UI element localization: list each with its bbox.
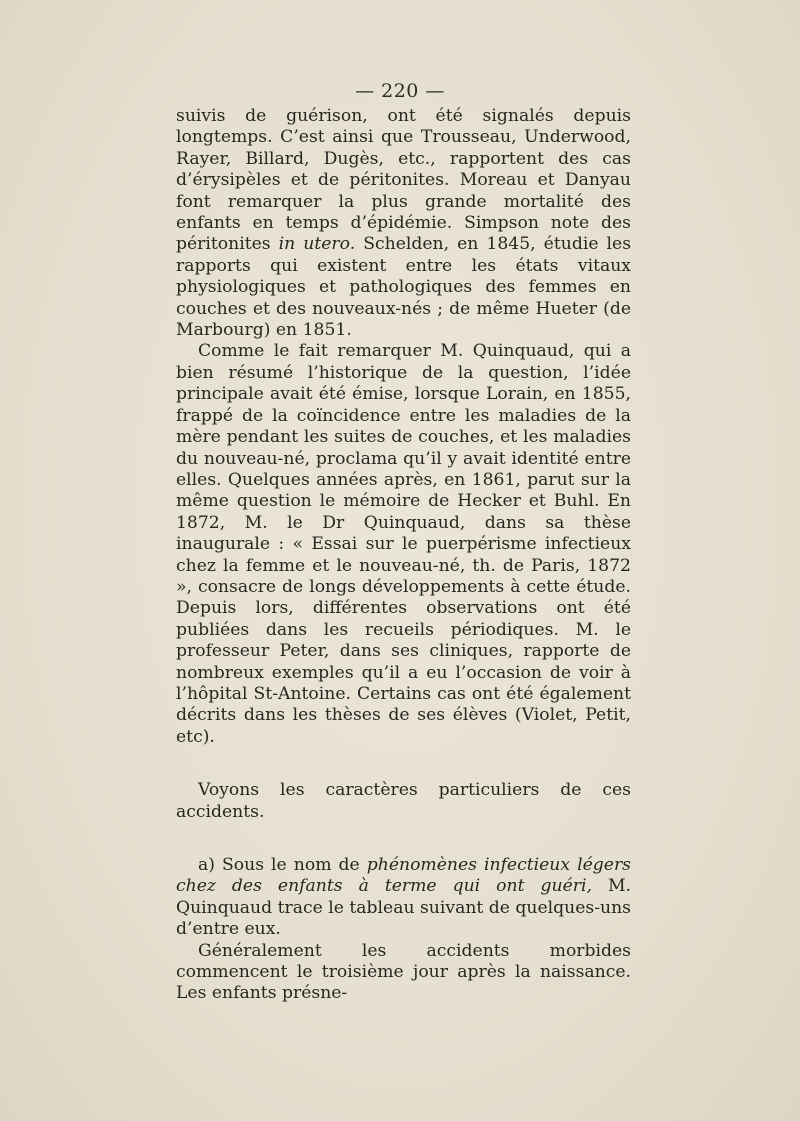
paragraph-text: a) Sous le nom de	[198, 855, 360, 875]
body-text	[176, 106, 631, 1005]
paragraph-history-continued	[176, 106, 631, 341]
paragraph-section-a	[176, 855, 631, 941]
paragraph-characteristics: Voyons les caractères particuliers de ces accidents.	[176, 780, 631, 822]
paragraph-text: suivis de guérison, ont été signalés depuis longtemps. C’est ainsi que Trousseau, Underwood, Rayer, Billard, Dugès, etc., rapportent des cas d’érysipèles et de péritonites. Moreau et Danyau font remarquer la plus grande mortalité des enfants en temps d’épidémie. Simpson note des péritonites	[176, 106, 631, 255]
page-number: — 220 —	[355, 80, 445, 102]
paragraph-text: Schelden, en 1845, étudie les rapports qui existent entre les états vitaux physiologiques et pathologiques des femmes en couches et des nouveaux-nés ; de même Hueter (de Marbourg) en 1851.	[176, 234, 632, 341]
paragraph-quinquaud-history: Comme le fait remarquer M. Quinquaud, qui a bien résumé l’historique de la question, l’idée principale avait été émise, lorsque Lorain, en 1855, frappé de la coïncidence entre les maladies de la mère pendant les suites de couches, et les maladies du nouveau-né, proclama qu’il y avait identité entre elles. Quelques années après, en 1861, parut sur la même question le mémoire de Hecker et Buhl. En 1872, M. le Dr Quinquaud, dans sa thèse inaugurale : « Essai sur le puerpérisme infectieux chez la femme et le nouveau-né, th. de Paris, 1872 », consacre de longs développements à cette étude. Depuis lors, différentes observations ont été publiées dans les recueils périodiques. M. le professeur Peter, dans ses cliniques, rapporte de nombreux exemples qu’il a eu l’occasion de voir à l’hôpital St-Antoine. Certains cas ont été également décrits dans les thèses de ses élèves (Violet, Petit, etc).	[176, 341, 631, 747]
italic-in-utero: in utero.	[278, 234, 356, 255]
italic-phenomenes-infectieux: phénomènes infectieux légers chez des enfants à terme qui ont guéri,	[176, 855, 631, 897]
paragraph-onset: Généralement les accidents morbides commencent le troisième jour après la naissance. Les enfants présne-	[176, 940, 631, 1004]
paragraph-text: M. Quinquaud trace le tableau suivant de quelques-uns d’entre eux.	[176, 876, 631, 940]
